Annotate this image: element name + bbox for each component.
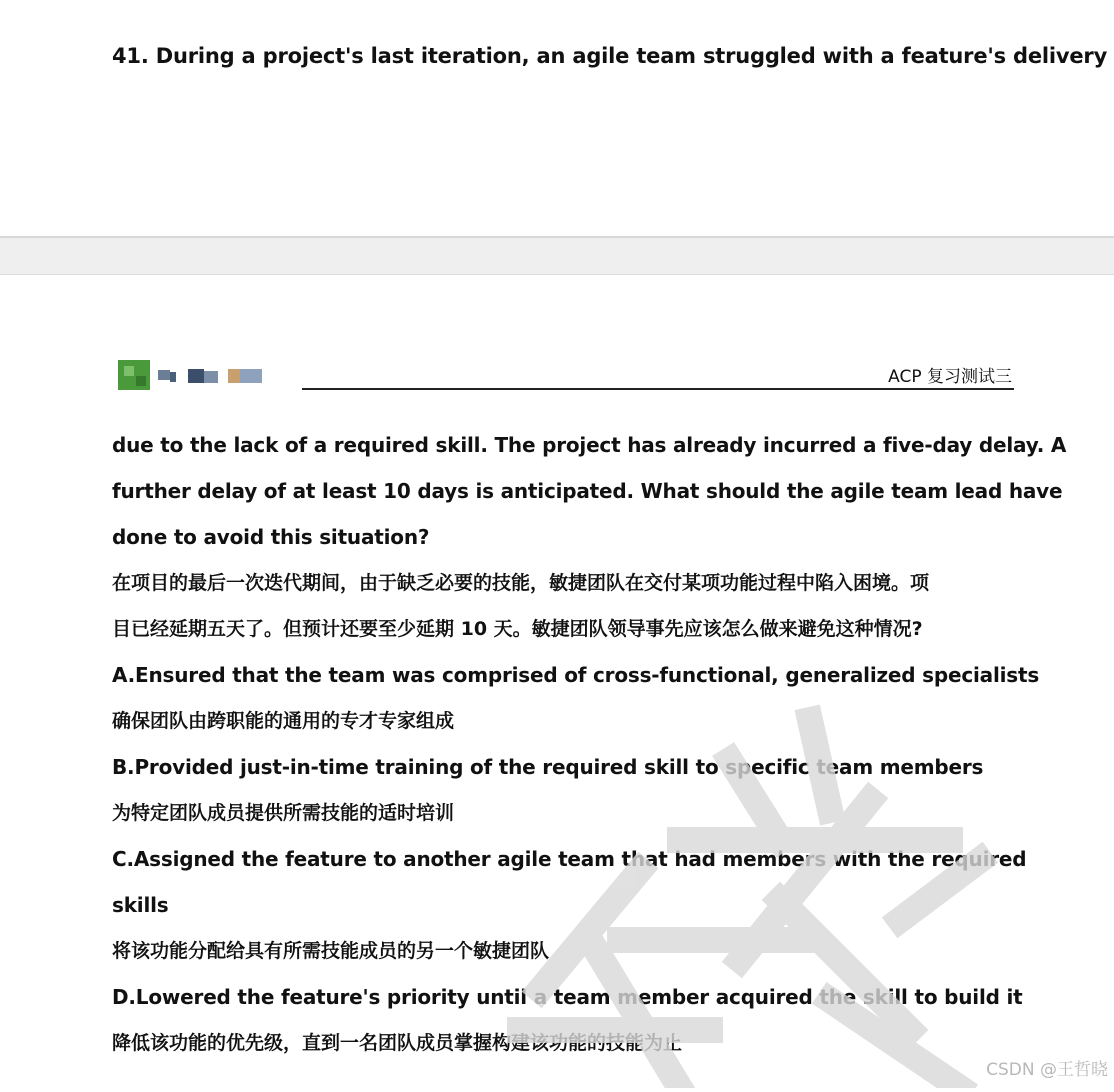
previous-page [0, 0, 1114, 236]
question-content [112, 422, 1067, 1066]
option-c-text: C.Assigned the feature to another agile team that had members with the required [112, 847, 1027, 871]
option-a-text: A.Ensured that the team was comprised of cross-functional, generalized specialists [112, 663, 1040, 687]
question-translation-line: 目已经延期五天了。但预计还要至少延期 10 天。敏捷团队领导事先应该怎么做来避免这种情况? [112, 618, 923, 640]
question-translation-line: 在项目的最后一次迭代期间，由于缺乏必要的技能，敏捷团队在交付某项功能过程中陷入困境。项 [112, 572, 930, 594]
blurred-logo-icon [116, 360, 266, 392]
csdn-credit-watermark: CSDN @王哲晓 [986, 1060, 1108, 1080]
document-header-title: ACP 复习测试三 [888, 367, 1012, 387]
option-a-translation: 确保团队由跨职能的通用的专才专家组成 [112, 710, 455, 732]
option-c-translation: 将该功能分配给具有所需技能成员的另一个敏捷团队 [112, 940, 550, 962]
option-c-text-cont: skills [112, 893, 169, 917]
question-text-line: done to avoid this situation? [112, 525, 430, 549]
question-text-line: due to the lack of a required skill. The project has already incurred a five-day delay. A [112, 433, 1067, 457]
page-break [0, 236, 1114, 275]
question-title: 41. During a project's last iteration, an agile team struggled with a feature's delivery [112, 44, 1108, 68]
option-d-translation: 降低该功能的优先级，直到一名团队成员掌握构建该功能的技能为止 [112, 1032, 683, 1054]
option-d-text: D.Lowered the feature's priority until a team member acquired the skill to build it [112, 985, 1023, 1009]
header-divider [302, 388, 1014, 390]
option-b-translation: 为特定团队成员提供所需技能的适时培训 [112, 802, 455, 824]
option-b-text: B.Provided just-in-time training of the required skill to specific team members [112, 755, 984, 779]
question-text-line: further delay of at least 10 days is anticipated. What should the agile team lead have [112, 479, 1063, 503]
